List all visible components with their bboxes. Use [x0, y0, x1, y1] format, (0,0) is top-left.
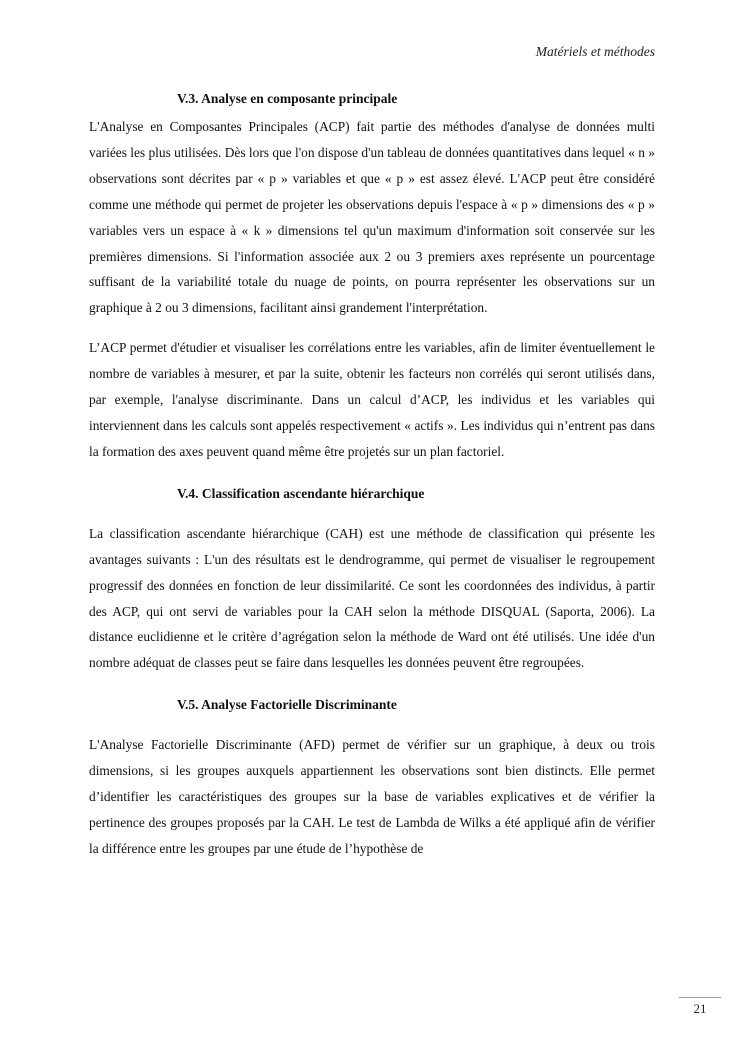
page-body	[89, 86, 655, 862]
paragraph-acp-usage: L’ACP permet d'étudier et visualiser les corrélations entre les variables, afin de limiter éventuellement le nombre de variables à mesurer, et par la suite, obtenir les facteurs non corrélés qui seront utilisés dans, par exemple, l'analyse discriminante. Dans un calcul d’ACP, les individus et les variables qui interviennent dans les calculs sont appelés respectivement « actifs ». Les individus qui n’entrent pas dans la formation des axes peuvent quand même être projetés sur un plan factoriel.	[89, 340, 655, 459]
footer-divider	[679, 997, 721, 998]
paragraph-afd: L'Analyse Factorielle Discriminante (AFD) permet de vérifier sur un graphique, à deux ou trois dimensions, si les groupes auxquels appartiennent les observations sont bien distincts. Elle permet d’identifier les caractéristiques des groupes sur la base de variables explicatives et de vérifier la pertinence des groupes proposés par la CAH. Le test de Lambda de Wilks a été appliqué afin de vérifier la différence entre les groupes par une étude de l’hypothèse de	[89, 737, 655, 856]
section-heading-v4: V.4. Classification ascendante hiérarchique	[177, 485, 425, 501]
paragraph-cah: La classification ascendante hiérarchique (CAH) est une méthode de classification qui présente les avantages suivants : L'un des résultats est le dendrogramme, qui permet de visualiser le regroupement progressif des données en fonction de leur dissimilarité. Ce sont les coordonnées des individus, à partir des ACP, qui ont servi de variables pour la CAH selon la méthode DISQUAL (Saporta, 2006). La distance euclidienne et le critère d’agrégation selon la méthode de Ward ont été utilisés. Une idée d'un nombre adéquat de classes peut se faire dans lesquelles les données peuvent être regroupées.	[89, 525, 655, 671]
page-number: 21	[693, 1001, 707, 1016]
section-heading-v3: V.3. Analyse en composante principale	[177, 91, 398, 106]
paragraph-acp-definition: L'Analyse en Composantes Principales (ACP) fait partie des méthodes d'analyse de données multi variées les plus utilisées. Dès lors que l'on dispose d'un tableau de données quantitatives dans lequel « n » observations sont décrites par « p » variables et que « p » est assez élevé. L'ACP peut être considéré comme une méthode qui permet de projeter les observations depuis l'espace à « p » dimensions des « p » variables vers un espace à « k » dimensions tel qu'un maximum d'information soit conservée sur les premières dimensions. Si l'information associée aux 2 ou 3 premiers axes représente un pourcentage suffisant de la variabilité totale du nuage de points, on pourra représenter les observations sur un graphique à 2 ou 3 dimensions, facilitant ainsi grandement l'interprétation.	[89, 119, 655, 316]
running-header: Matériels et méthodes	[535, 44, 655, 59]
section-heading-v5: V.5. Analyse Factorielle Discriminante	[177, 697, 397, 713]
